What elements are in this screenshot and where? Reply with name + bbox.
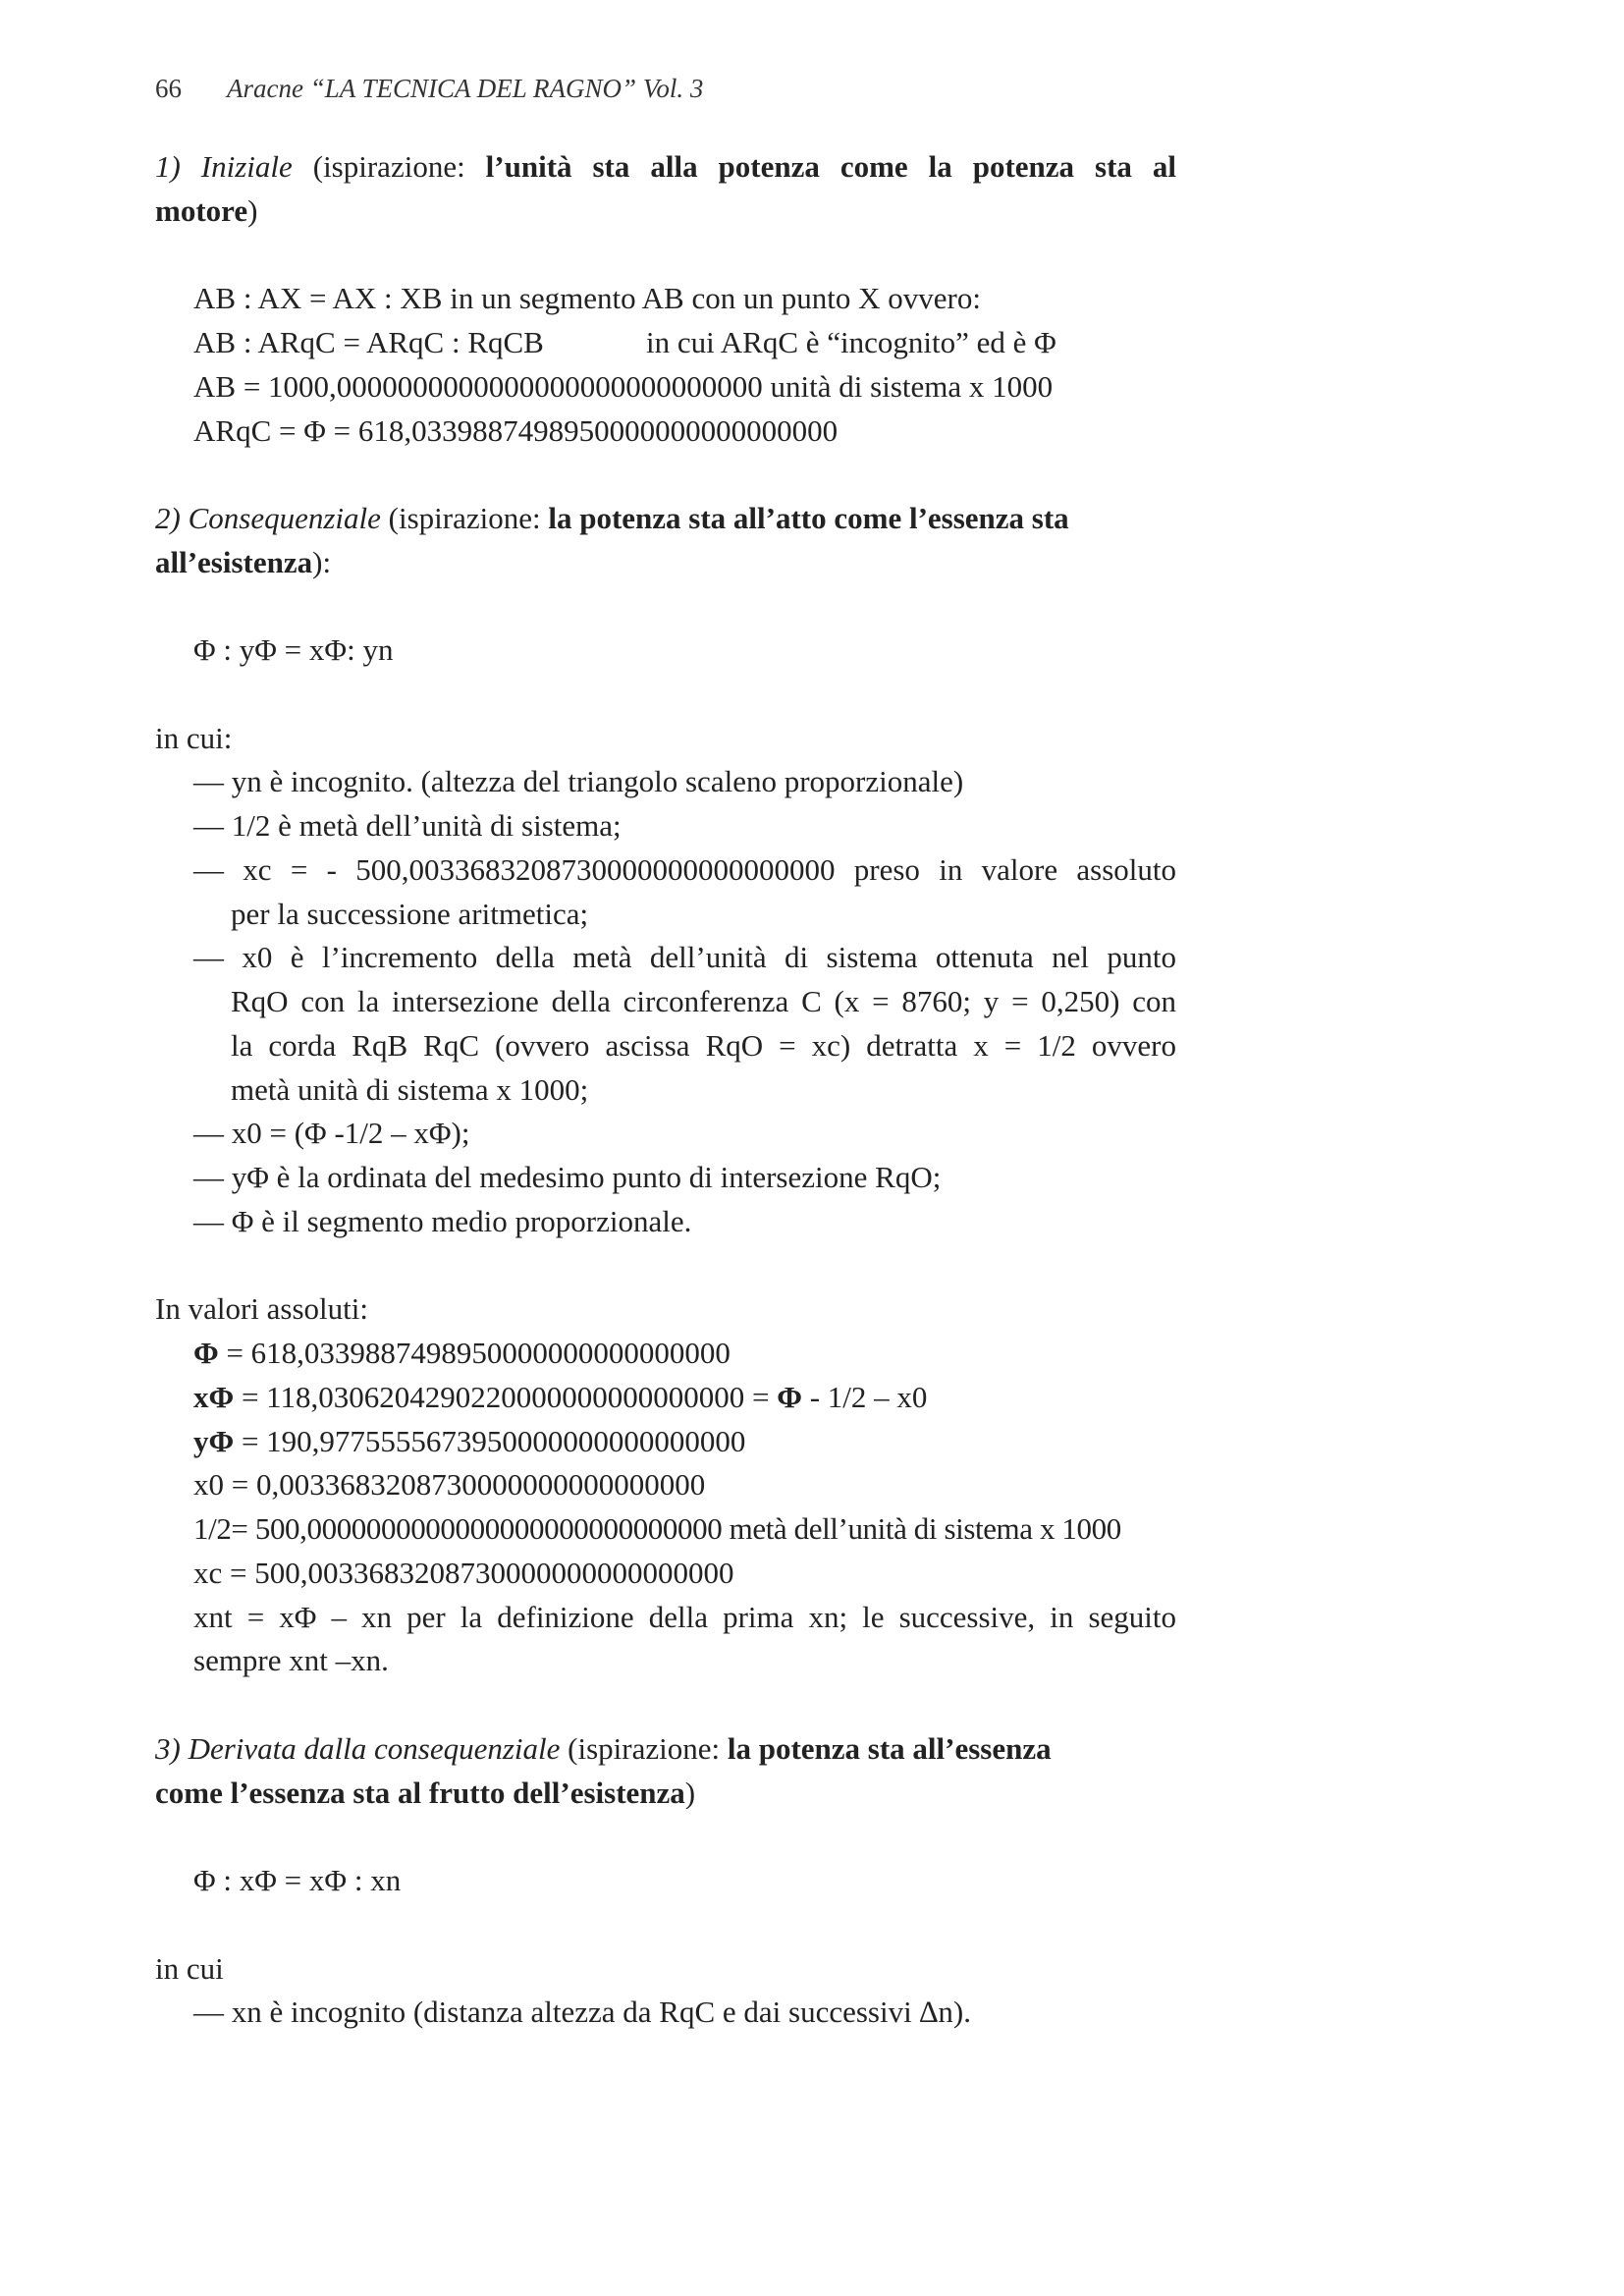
xnt-line: sempre xnt –xn. bbox=[193, 1643, 389, 1677]
section2-heading-open: (ispirazione: bbox=[380, 501, 549, 535]
section2-formula: Φ : yΦ = xΦ: yn bbox=[193, 632, 394, 667]
value-symbol: yΦ bbox=[193, 1424, 235, 1458]
section2-item: — yn è incognito. (altezza del triangolo scaleno proporzionale) bbox=[193, 764, 964, 798]
section2-heading-close: ): bbox=[312, 545, 332, 579]
section1-line: ARqC = Φ = 618,0339887498950000000000000000 bbox=[193, 413, 839, 448]
section2-heading-line2 bbox=[155, 541, 331, 584]
value-symbol: Φ bbox=[193, 1336, 219, 1370]
section1-heading-close: ) bbox=[247, 193, 258, 228]
value-text-2: - 1/2 – x0 bbox=[801, 1380, 928, 1414]
section1-line: AB : AX = AX : XB in un segmento AB con un punto X ovvero: bbox=[193, 281, 981, 315]
value-line bbox=[193, 1507, 1121, 1551]
running-title: Aracne “LA TECNICA DEL RAGNO” Vol. 3 bbox=[227, 74, 704, 103]
section2-heading-bold-1: la potenza sta all’atto come l’essenza sta bbox=[548, 501, 1069, 535]
section2-item: — x0 è l’incremento della metà dell’unità di sistema ottenuta nel punto bbox=[193, 940, 1176, 974]
section2-item-continuation: la corda RqB RqC (ovvero ascissa RqO = xc) detratta x = 1/2 ovvero bbox=[231, 1028, 1176, 1063]
value-text: x0 = 0,0033683208730000000000000000 bbox=[193, 1467, 706, 1502]
section3-heading-open: (ispirazione: bbox=[560, 1731, 728, 1766]
section1-line-note: in cui ARqC è “incognito” ed è Φ bbox=[646, 325, 1056, 359]
section2-item: — 1/2 è metà dell’unità di sistema; bbox=[193, 808, 622, 843]
xnt-line: xnt = xΦ – xn per la definizione della prima xn; le successive, in seguito bbox=[193, 1600, 1176, 1634]
section2-item-continuation: RqO con la intersezione della circonferenza C (x = 8760; y = 0,250) con bbox=[231, 984, 1176, 1018]
section3-heading-title: 3) Derivata dalla consequenziale bbox=[155, 1731, 561, 1766]
section1-line: AB = 1000,0000000000000000000000000000 unità di sistema x 1000 bbox=[193, 369, 1054, 404]
value-text: = 618,0339887498950000000000000000 bbox=[218, 1336, 731, 1370]
section1-heading-open: (ispirazione: bbox=[292, 149, 486, 184]
section3-formula: Φ : xΦ = xΦ : xn bbox=[193, 1863, 402, 1897]
section3-heading-line2 bbox=[155, 1772, 695, 1815]
section1-heading-line2 bbox=[155, 190, 257, 233]
running-header bbox=[155, 67, 703, 110]
value-symbol-2: Φ bbox=[777, 1380, 802, 1414]
section2-item: — x0 = (Φ -1/2 – xΦ); bbox=[193, 1116, 470, 1150]
section2-valori-label: In valori assoluti: bbox=[155, 1291, 368, 1326]
section3-heading-bold-2: come l’essenza sta al frutto dell’esistenza bbox=[155, 1776, 685, 1810]
value-text: = 190,9775555673950000000000000000 bbox=[234, 1424, 746, 1458]
value-text: = 118,0306204290220000000000000000 = bbox=[234, 1380, 778, 1414]
section1-heading-bold-2: motore bbox=[155, 193, 248, 228]
section2-item: — xc = - 500,0033683208730000000000000000 preso in valore assoluto bbox=[193, 852, 1176, 887]
section3-heading-close: ) bbox=[684, 1776, 696, 1810]
section1-heading-line1 bbox=[155, 145, 1176, 189]
value-line bbox=[193, 1332, 731, 1375]
section2-item: — Φ è il segmento medio proporzionale. bbox=[193, 1204, 692, 1238]
section2-heading-title: 2) Consequenziale bbox=[155, 501, 381, 535]
value-symbol: xΦ bbox=[193, 1380, 235, 1414]
section2-in-cui: in cui: bbox=[155, 721, 233, 755]
value-line bbox=[193, 1463, 705, 1506]
section2-item-continuation: metà unità di sistema x 1000; bbox=[231, 1072, 589, 1107]
section3-item: — xn è incognito (distanza altezza da RqC e dai successivi ∆n). bbox=[193, 1995, 971, 2029]
section3-in-cui: in cui bbox=[155, 1951, 224, 1986]
page-number: 66 bbox=[155, 74, 182, 103]
section3-heading-bold-1: la potenza sta all’essenza bbox=[727, 1731, 1052, 1766]
value-text: 1/2= 500,0000000000000000000000000000 metà dell’unità di sistema x 1000 bbox=[193, 1511, 1121, 1546]
section2-heading-bold-2: all’esistenza bbox=[155, 545, 313, 579]
section1-heading-bold-1: l’unità sta alla potenza come la potenza sta al bbox=[485, 149, 1176, 184]
value-line bbox=[193, 1376, 927, 1419]
section1-line: AB : ARqC = ARqC : RqCB bbox=[193, 325, 544, 359]
section2-heading-line1 bbox=[155, 497, 1069, 540]
value-text: xc = 500,0033683208730000000000000000 bbox=[193, 1556, 734, 1590]
section2-item: — yΦ è la ordinata del medesimo punto di intersezione RqO; bbox=[193, 1160, 942, 1194]
value-line bbox=[193, 1552, 734, 1595]
section3-heading-line1 bbox=[155, 1727, 1052, 1771]
section1-heading-title: 1) Iniziale bbox=[155, 149, 293, 184]
value-line bbox=[193, 1420, 745, 1463]
section2-item-continuation: per la successione aritmetica; bbox=[231, 897, 589, 931]
